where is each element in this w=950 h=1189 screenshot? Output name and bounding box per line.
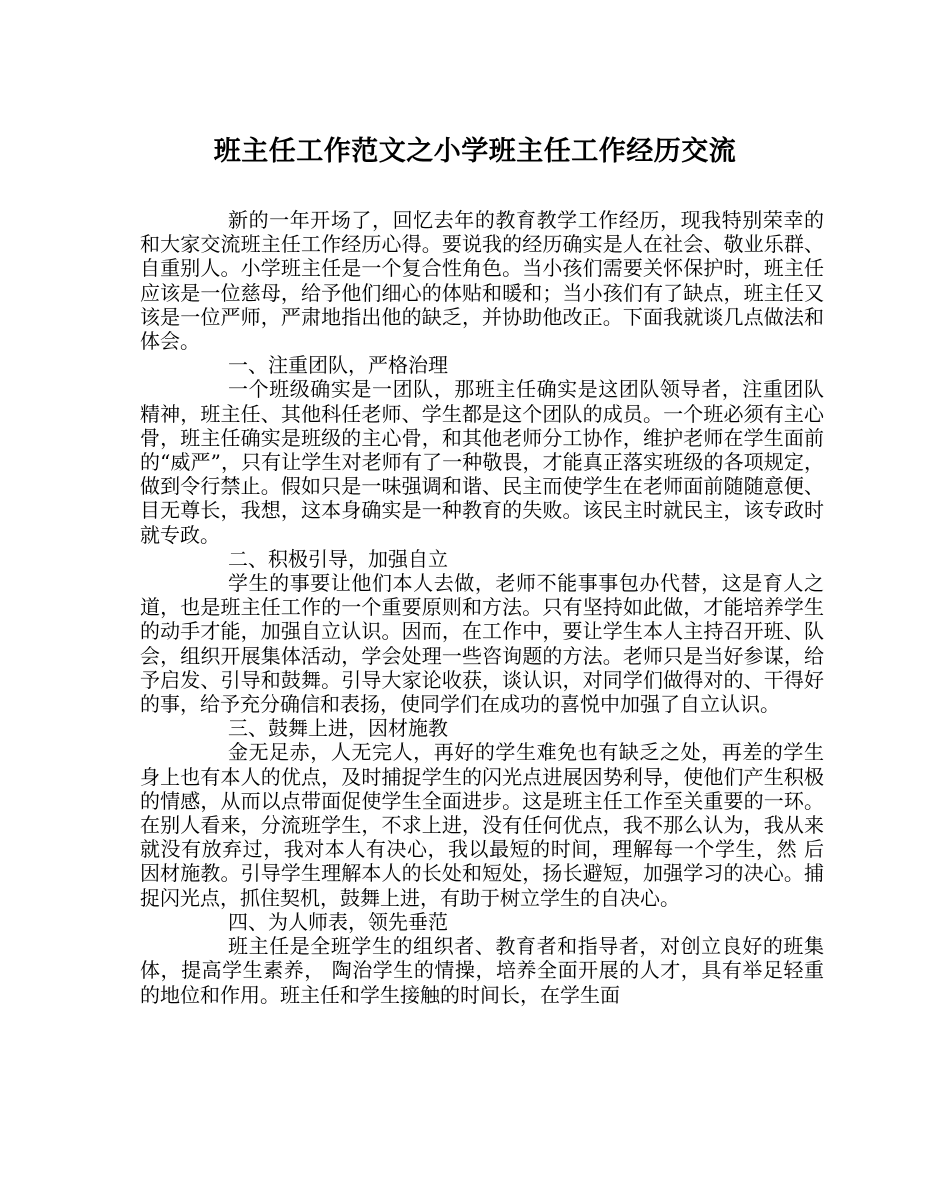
section-4-paragraph: 班主任是全班学生的组织者、教育者和指导者，对创立良好的班集体，提高学生素养， 陶治学生的情操，培养全面开展的人才，具有举足轻重的地位和作用。班主任和学生接触的时间长，在学生面 — [140, 934, 824, 1007]
section-2-paragraph: 学生的事要让他们本人去做，老师不能事事包办代替，这是育人之道，也是班主任工作的一个重要原则和方法。只有坚持如此做，才能培养学生的动手才能，加强自立认识。因而，在工作中，要让学生本人主持召开班、队会，组织开展集体活动，学会处理一些咨询题的方法。老师只是当好参谋，给予启发、引导和鼓舞。引导大家论收获，谈认识，对同学们做得对的、干得好的事，给予充分确信和表扬，使同学们在成功的喜悦中加强了自立认识。 — [140, 571, 824, 717]
document-body — [140, 208, 824, 1007]
section-heading-2: 二、积极引导，加强自立 — [228, 546, 448, 571]
section-1-paragraph: 一个班级确实是一团队，那班主任确实是这团队领导者，注重团队精神，班主任、其他科任老师、学生都是这个团队的成员。一个班必须有主心骨，班主任确实是班级的主心骨，和其他老师分工协作，维护老师在学生面前的“威严”，只有让学生对老师有了一种敬畏，才能真正落实班级的各项规定，做到令行禁止。假如只是一味强调和谐、民主而使学生在老师面前随随意便、目无尊长，我想，这本身确实是一种教育的失败。该民主时就民主，该专政时就专政。 — [140, 377, 824, 547]
section-3-paragraph: 金无足赤，人无完人，再好的学生难免也有缺乏之处，再差的学生身上也有本人的优点，及时捕捉学生的闪光点进展因势利导，使他们产生积极的情感，从而以点带面促使学生全面进步。这是班主任工作至关重要的一环。在别人看来，分流班学生，不求上进，没有任何优点，我不那么认为，我从来就没有放弃过，我对本人有决心，我以最短的时间，理解每一个学生，然 后因材施教。引导学生理解本人的长处和短处，扬长避短，加强学习的决心。捕捉闪光点，抓住契机，鼓舞上进，有助于树立学生的自决心。 — [140, 740, 824, 910]
section-heading-4: 四、为人师表，领先垂范 — [228, 909, 448, 934]
document-title: 班主任工作范文之小学班主任工作经历交流 — [213, 136, 737, 167]
section-heading-1: 一、注重团队，严格治理 — [228, 353, 448, 378]
intro-paragraph: 新的一年开场了，回忆去年的教育教学工作经历，现我特别荣幸的和大家交流班主任工作经历心得。要说我的经历确实是人在社会、敬业乐群、自重别人。小学班主任是一个复合性角色。当小孩们需要关怀保护时，班主任应该是一位慈母，给予他们细心的体贴和暖和；当小孩们有了缺点，班主任又该是一位严师，严肃地指出他的缺乏，并协助他改正。下面我就谈几点做法和体会。 — [140, 208, 824, 354]
section-heading-3: 三、鼓舞上进，因材施教 — [228, 716, 448, 741]
